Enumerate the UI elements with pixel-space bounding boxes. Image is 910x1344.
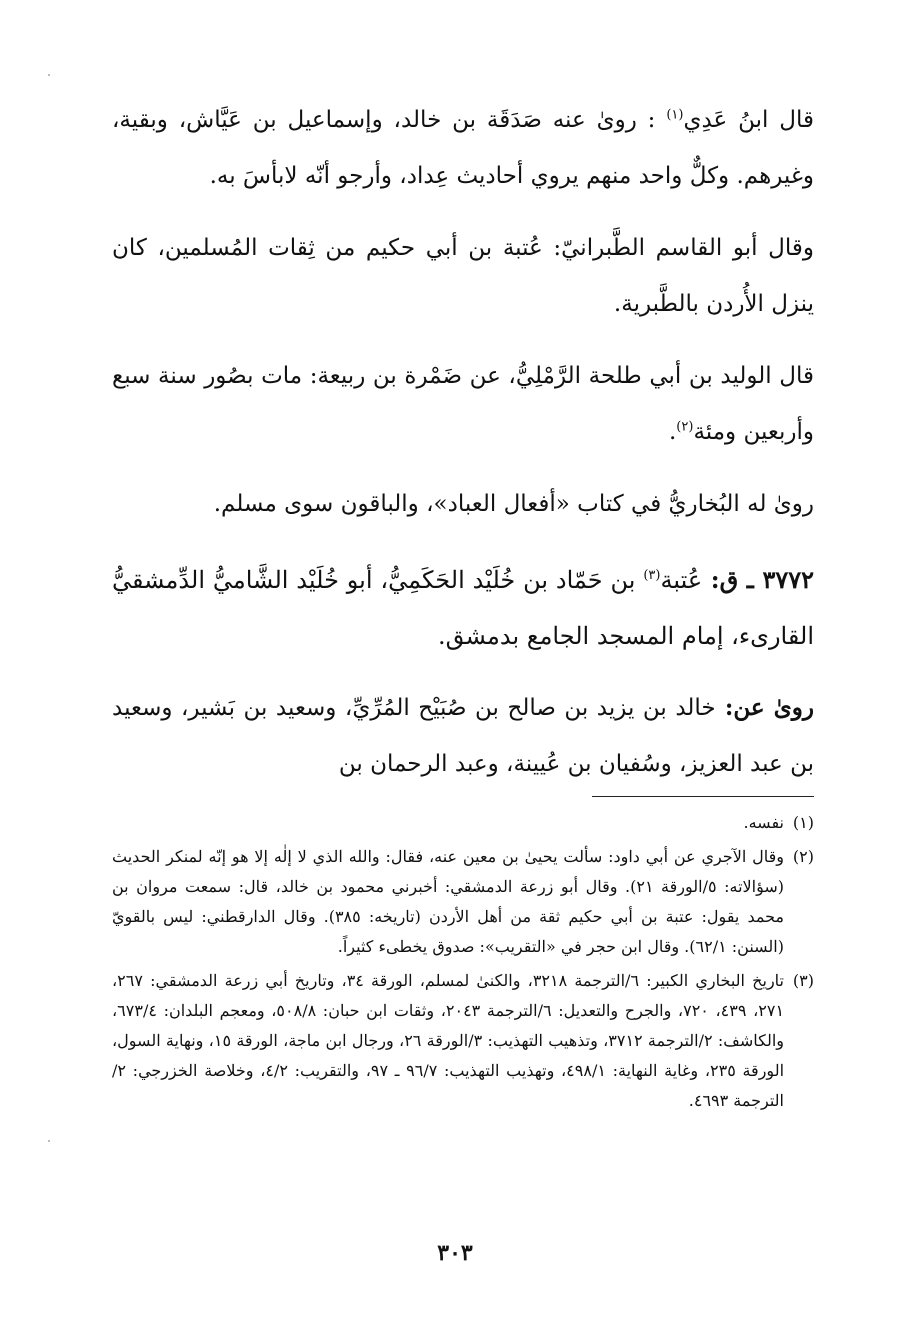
paragraph-tabarani bbox=[112, 220, 814, 332]
footnote-mark: (٢) bbox=[792, 847, 814, 866]
entry-text: بن حَمّاد بن خُلَيْد الحَكَمِيُّ، أبو خُلَيْد الشَّاميُّ الدِّمشقيُّ القارىء، إمام المسجد الجامع بدمشق. bbox=[112, 566, 814, 650]
footnote-text: تاريخ البخاري الكبير: ٦/الترجمة ٣٢١٨، والكنىٰ لمسلم، الورقة ٣٤، وتاريخ أبي زرعة الدمشقي: ٢٦٧، ٢٧١، ٤٣٩، ٧٢٠، والجرح والتعديل: ٦/الترجمة ٢٠٤٣، وثقات ابن حبان: ٥٠٨/٨، ومعجم البلدان: ٦٧٣/٤، والكاشف: ٢/الترجمة ٣٧١٢، وتذهيب التهذيب: ٣/الورقة ٢٦، ورجال ابن ماجة، الورقة ١٥، ونهاية السول، الورقة ٢٣٥، وغاية النهاية: ٤٩٨/١، وتهذيب التهذيب: ٩٦/٧ ـ ٩٧، والتقريب: ٤/٢، وخلاصة الخزرجي: ٢/الترجمة ٤٦٩٣. bbox=[112, 971, 785, 1110]
paragraph-ibn-adi bbox=[112, 92, 814, 204]
footnote-text: وقال الآجري عن أبي داود: سألت يحيىٰ بن معين عنه، فقال: والله الذي لا إلٰه إلا هو إنّه لمنكر الحديث (سؤالاته: ٥/الورقة ٢١). وقال أبو زرعة الدمشقي: أخبرني محمود بن خالد، قال: سمعت مروان بن محمد يقول: عتبة بن أبي حكيم ثقة من أهل الأردن (تاريخه: ٣٨٥). وقال الدارقطني: ليس بالقويّ (السنن: ٦٢/١). وقال ابن حجر في «التقريب»: صدوق يخطىء كثيراً. bbox=[112, 847, 785, 956]
entry-name: عُتبة bbox=[660, 566, 703, 594]
footnote-ref-2[interactable]: (٢) bbox=[676, 419, 694, 435]
footnote-text: نفسه. bbox=[743, 813, 784, 832]
footnote-2 bbox=[112, 842, 814, 962]
footnotes-block bbox=[112, 808, 814, 1120]
margin-speck bbox=[48, 1140, 50, 1142]
footnote-mark: (٣) bbox=[792, 971, 814, 990]
paragraph-teachers bbox=[112, 680, 814, 792]
paragraph-text: وقال أبو القاسم الطَّبرانيّ: عُتبة بن أبي حكيم من ثِقات المُسلمين، كان ينزل الأُردن بالطَّبرية. bbox=[112, 235, 814, 317]
footnote-3 bbox=[112, 966, 814, 1116]
footnote-1 bbox=[112, 808, 814, 838]
footnote-ref-1[interactable]: (١) bbox=[666, 107, 684, 123]
paragraph-text: : روىٰ عنه صَدَقَة بن خالد، وإسماعيل بن عَيَّاش، وبقية، وغيرهم. وكلٌّ واحد منهم يروي أحاديث عِداد، وأرجو أنّه لابأسَ به. bbox=[112, 107, 814, 189]
entry-number: ٣٧٧٢ bbox=[762, 565, 814, 594]
paragraph-text: قال الوليد بن أبي طلحة الرَّمْلِيُّ، عن ضَمْرة بن ربيعة: مات بصُور سنة سبع وأربعين ومئة bbox=[112, 363, 814, 445]
paragraph-text: روىٰ له البُخاريُّ في كتاب «أفعال العباد»، والباقون سوى مسلم. bbox=[213, 491, 814, 517]
paragraph-narrated-by bbox=[112, 476, 814, 532]
footnote-separator bbox=[592, 796, 814, 797]
paragraph-text: قال ابنُ عَدِي bbox=[683, 107, 815, 133]
section-lead: روىٰ عن: bbox=[715, 694, 815, 721]
page-number: ٣٠٣ bbox=[437, 1240, 473, 1266]
paragraph-text: خالد بن يزيد بن صالح بن صُبَيْح المُرِّيِّ، وسعيد بن بَشير، وسعيد بن عبد العزيز، وسُفيان بن عُيينة، وعبد الرحمان بن bbox=[112, 695, 814, 777]
biography-entry bbox=[112, 552, 814, 664]
paragraph-text: . bbox=[668, 419, 677, 445]
paragraph-death-date bbox=[112, 348, 814, 460]
footnote-mark: (١) bbox=[792, 813, 814, 832]
entry-symbol: ـ ق: bbox=[702, 565, 763, 594]
footnote-ref-3[interactable]: (٣) bbox=[643, 568, 661, 583]
main-text-block bbox=[112, 92, 814, 808]
margin-speck bbox=[48, 74, 50, 76]
